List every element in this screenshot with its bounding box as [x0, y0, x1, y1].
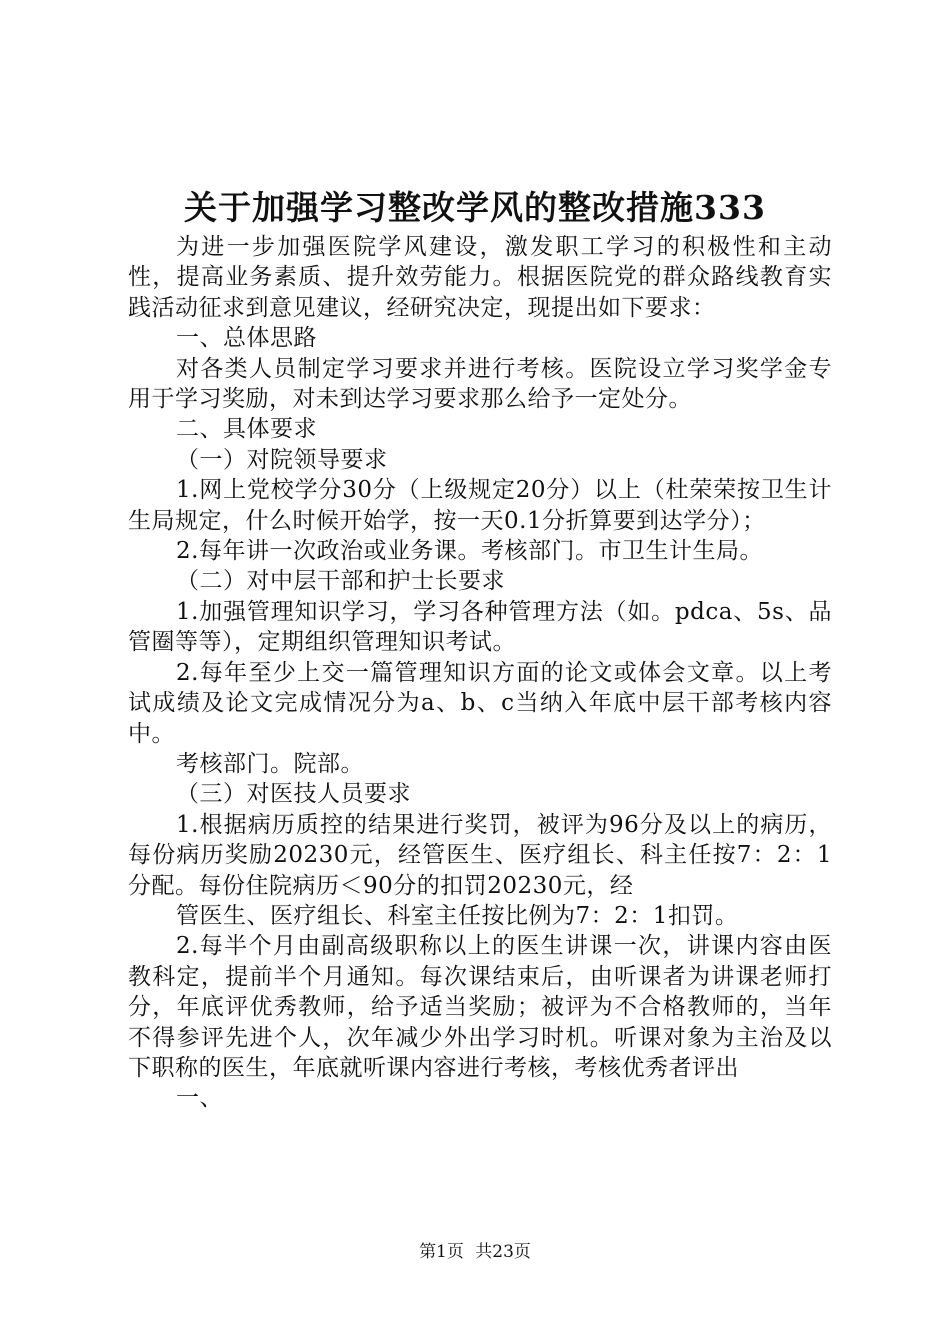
list-item: 1.加强管理知识学习，学习各种管理方法（如。pdca、5s、品管圈等等），定期组织管理知识考试。	[128, 598, 832, 656]
page-number: 第1页	[419, 1242, 464, 1262]
subsection-heading-mid-level: （二）对中层干部和护士长要求	[176, 568, 505, 595]
paragraph: 一、	[176, 1085, 223, 1112]
section-heading-overall: 一、总体思路	[176, 325, 317, 352]
subsection-heading-medical-staff: （三）对医技人员要求	[176, 781, 411, 808]
intro-paragraph: 为进一步加强医院学风建设，激发职工学习的积极性和主动性，提高业务素质、提升效劳能力。根据医院党的群众路线教育实践活动征求到意见建议，经研究决定，现提出如下要求：	[128, 234, 832, 321]
list-item: 2.每年讲一次政治或业务课。考核部门。市卫生计生局。	[176, 538, 763, 565]
list-item: 2.每半个月由副高级职称以上的医生讲课一次，讲课内容由医教科定，提前半个月通知。每次课结束后，由听课者为讲课老师打分，年底评优秀教师，给予适当奖励；被评为不合格教师的，当年不得参评先进个人，次年减少外出学习时机。听课对象为主治及以下职称的医生，年底就听课内容进行考核，考核优秀者评出	[128, 933, 832, 1081]
paragraph: 对各类人员制定学习要求并进行考核。医院设立学习奖学金专用于学习奖励，对未到达学习要求那么给予一定处分。	[128, 355, 832, 413]
section-heading-specific: 二、具体要求	[176, 416, 317, 443]
page-footer	[0, 1240, 950, 1264]
paragraph: 考核部门。院部。	[176, 750, 364, 777]
list-item: 2.每年至少上交一篇管理知识方面的论文或体会文章。以上考试成绩及论文完成情况分为a、b、c当纳入年底中层干部考核内容中。	[128, 659, 832, 747]
document-body	[128, 232, 832, 1114]
document-title: 关于加强学习整改学风的整改措施333	[184, 188, 766, 227]
subsection-heading-leaders: （一）对院领导要求	[176, 446, 388, 473]
page-total: 共23页	[475, 1242, 531, 1262]
list-item: 1.网上党校学分30分（上级规定20分）以上（杜荣荣按卫生计生局规定，什么时候开始学，按一天0.1分折算要到达学分）；	[128, 477, 832, 534]
list-item: 1.根据病历质控的结果进行奖罚，被评为96分及以上的病历，每份病历奖励20230元，经管医生、医疗组长、科主任按7：2：1分配。每份住院病历＜90分的扣罚20230元，经	[128, 811, 832, 899]
paragraph: 管医生、医疗组长、科室主任按比例为7：2：1扣罚。	[176, 902, 739, 929]
